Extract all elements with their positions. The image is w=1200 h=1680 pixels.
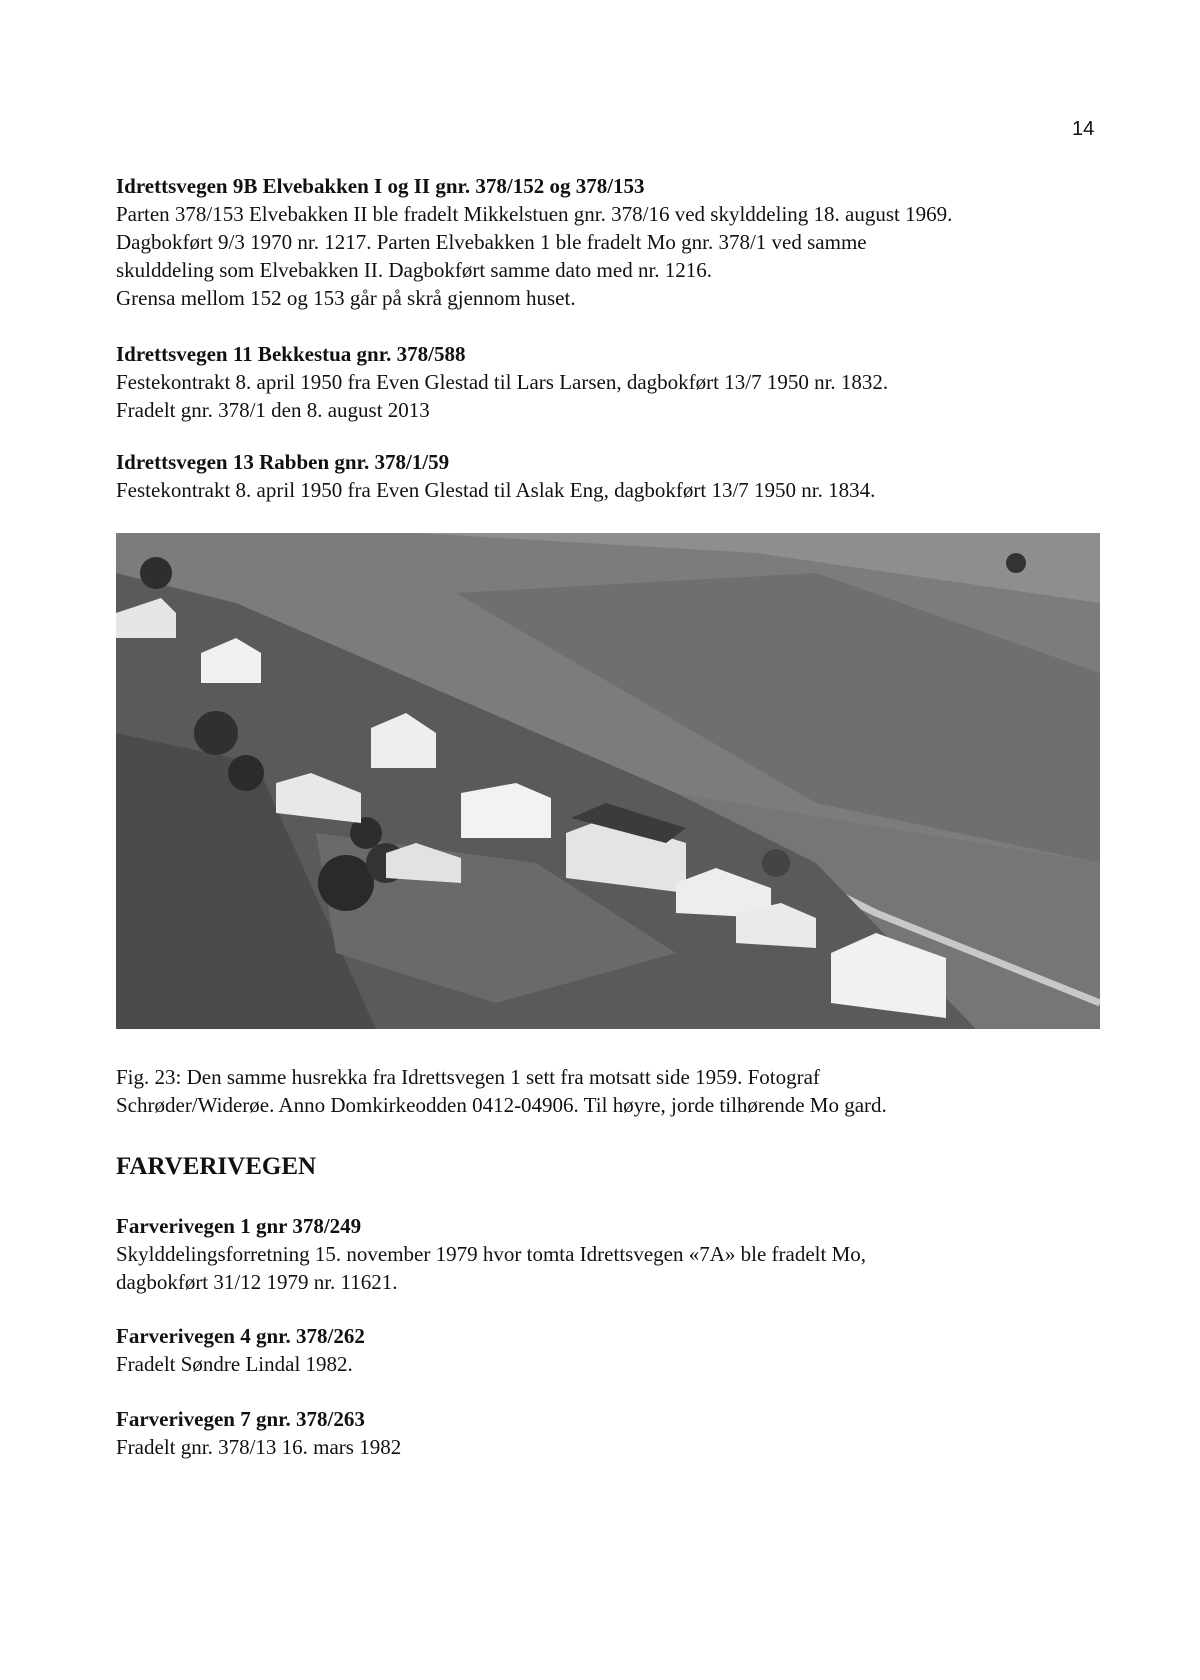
entry-heading: Idrettsvegen 11 Bekkestua gnr. 378/588 — [116, 342, 466, 366]
entry-line: Festekontrakt 8. april 1950 fra Even Glestad til Aslak Eng, dagbokført 13/7 1950 nr. 1834. — [116, 478, 876, 502]
entry-farverivegen-7 — [116, 1405, 1096, 1461]
figure-caption — [116, 1063, 1106, 1119]
entry-line: Grensa mellom 152 og 153 går på skrå gjennom huset. — [116, 286, 576, 310]
entry-line: Festekontrakt 8. april 1950 fra Even Glestad til Lars Larsen, dagbokført 13/7 1950 nr. 1832. — [116, 370, 889, 394]
entry-line: Fradelt gnr. 378/1 den 8. august 2013 — [116, 398, 430, 422]
entry-idrettsvegen-13 — [116, 448, 1096, 504]
caption-line: Schrøder/Widerøe. Anno Domkirkeodden 0412-04906. Til høyre, jorde tilhørende Mo gard. — [116, 1093, 887, 1117]
entry-farverivegen-1 — [116, 1212, 1096, 1296]
entry-heading: Idrettsvegen 9B Elvebakken I og II gnr. 378/152 og 378/153 — [116, 174, 645, 198]
page-number: 14 — [1072, 118, 1095, 140]
entry-idrettsvegen-9b — [116, 172, 1096, 312]
aerial-photo — [116, 533, 1100, 1029]
entry-line: Fradelt gnr. 378/13 16. mars 1982 — [116, 1435, 402, 1459]
entry-heading: Farverivegen 7 gnr. 378/263 — [116, 1407, 365, 1431]
entry-line: Dagbokført 9/3 1970 nr. 1217. Parten Elvebakken 1 ble fradelt Mo gnr. 378/1 ved samme — [116, 230, 867, 254]
entry-line: Fradelt Søndre Lindal 1982. — [116, 1352, 353, 1376]
caption-line: Fig. 23: Den samme husrekka fra Idrettsvegen 1 sett fra motsatt side 1959. Fotograf — [116, 1065, 820, 1089]
entry-farverivegen-4 — [116, 1322, 1096, 1378]
entry-heading: Idrettsvegen 13 Rabben gnr. 378/1/59 — [116, 450, 450, 474]
entry-idrettsvegen-11 — [116, 340, 1096, 424]
entry-heading: Farverivegen 4 gnr. 378/262 — [116, 1324, 365, 1348]
entry-line: Skylddelingsforretning 15. november 1979 hvor tomta Idrettsvegen «7A» ble fradelt Mo, — [116, 1242, 867, 1266]
entry-heading: Farverivegen 1 gnr 378/249 — [116, 1214, 362, 1238]
section-title: FARVERIVEGEN — [116, 1153, 317, 1180]
entry-line: dagbokført 31/12 1979 nr. 11621. — [116, 1270, 398, 1294]
entry-line: skulddeling som Elvebakken II. Dagbokført samme dato med nr. 1216. — [116, 258, 713, 282]
entry-line: Parten 378/153 Elvebakken II ble fradelt Mikkelstuen gnr. 378/16 ved skylddeling 18. august 1969. — [116, 202, 953, 226]
